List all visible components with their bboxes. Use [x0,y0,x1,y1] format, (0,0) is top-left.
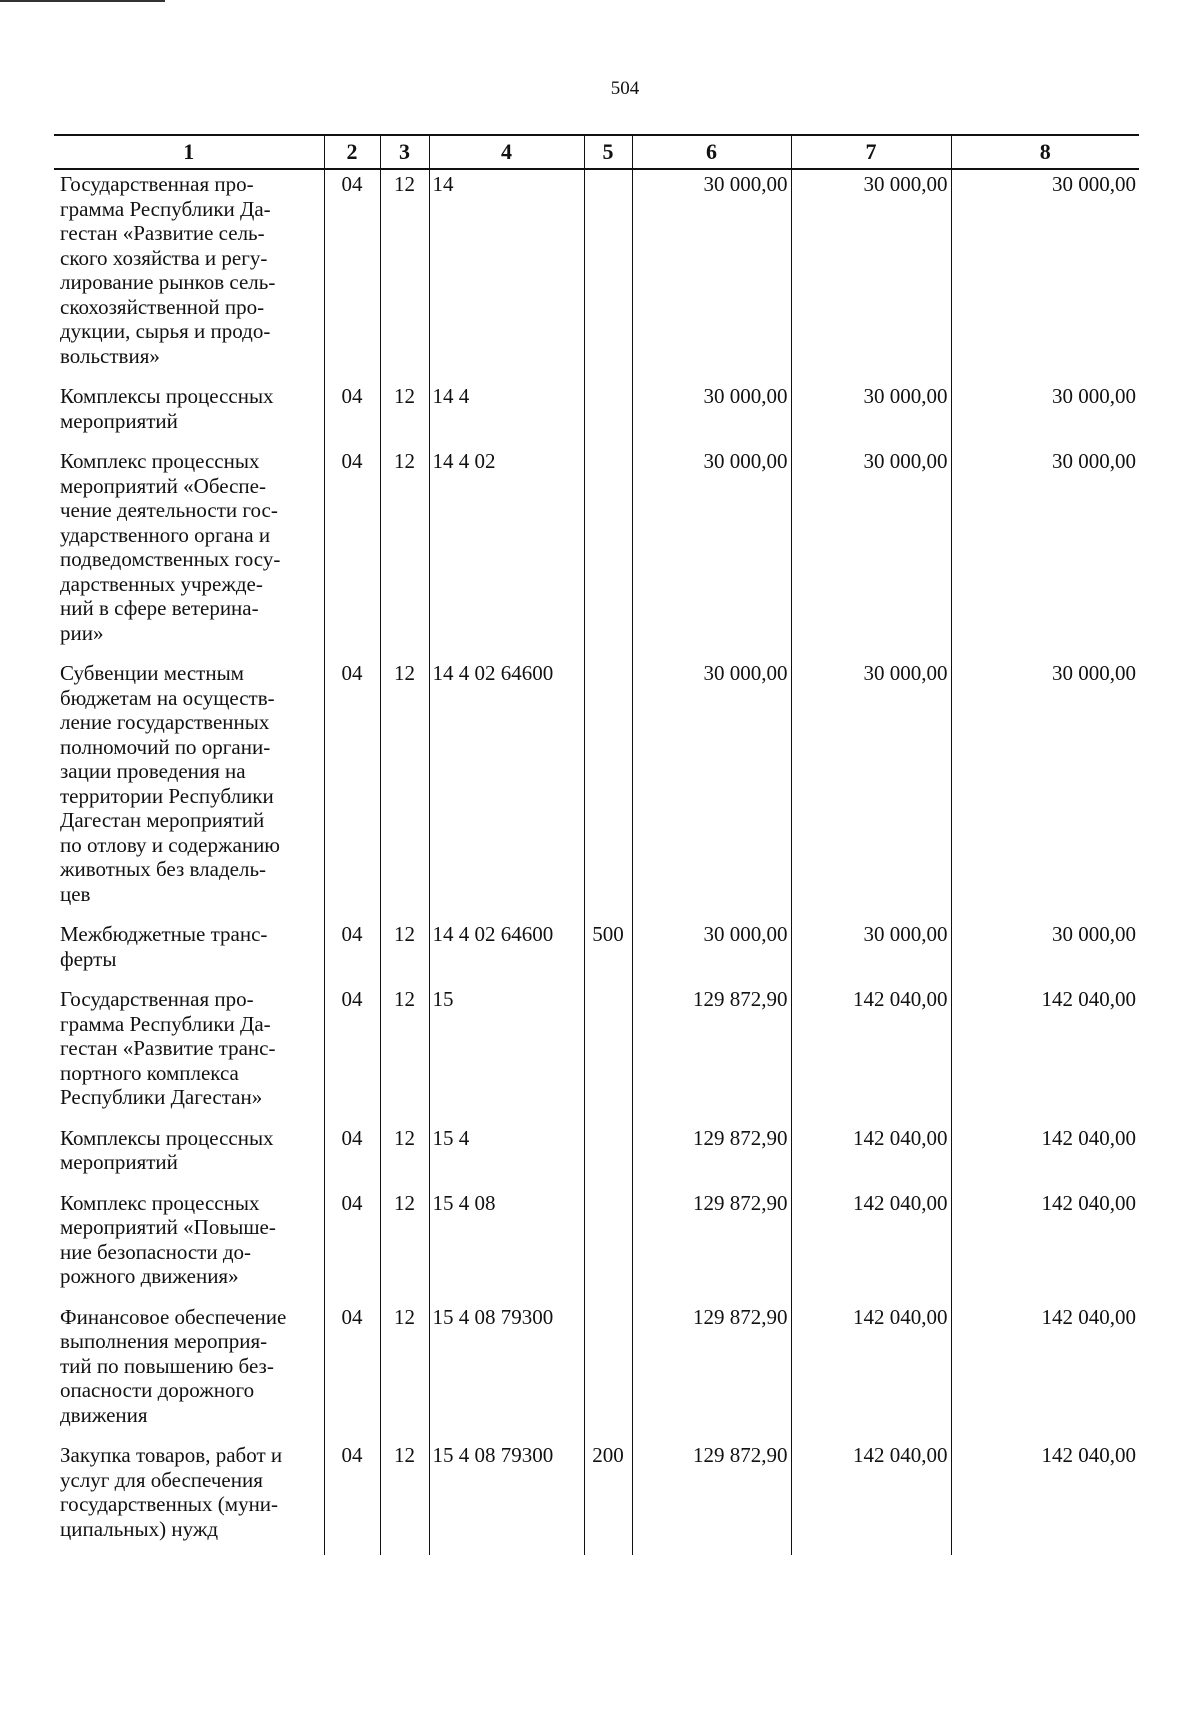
table-row [54,447,1139,659]
item-name-line: мероприятий [60,408,178,433]
amount-col6-cell: 30 000,00 [632,920,791,985]
expense-type-cell [584,447,632,659]
subsection-code-cell: 12 [380,659,429,920]
page-number: 504 [610,78,640,99]
section-code-cell: 04 [324,1124,380,1189]
table-row [54,1124,1139,1189]
column-header-2: 2 [324,135,380,169]
amount-col7-cell: 30 000,00 [791,659,951,920]
expense-type-cell [584,985,632,1124]
item-name-line: скохозяйственной про- [60,294,265,319]
item-name-cell [54,1124,324,1189]
item-name-line: рожного движения» [60,1264,239,1288]
amount-col6-cell: 30 000,00 [632,447,791,659]
amount-col8-cell: 142 040,00 [951,1189,1139,1303]
amount-col6-cell: 30 000,00 [632,659,791,920]
amount-col6-cell: 129 872,90 [632,985,791,1124]
table-row [54,169,1139,382]
item-name-cell [54,1303,324,1442]
item-name-line: дарственных учрежде- [60,571,263,596]
item-name-cell [54,1441,324,1555]
target-article-cell: 15 4 08 79300 [429,1303,584,1442]
table-row [54,659,1139,920]
item-name-line: по отлову и содержанию [60,832,280,857]
item-name-line: полномочий по органи- [60,734,271,759]
item-name-line: Комплексы процессных [60,1125,274,1150]
subsection-code-cell: 12 [380,1189,429,1303]
item-name-line: Государственная про- [60,987,254,1011]
table-row [54,920,1139,985]
target-article-cell: 15 4 08 [429,1189,584,1303]
target-article-cell: 14 4 02 [429,447,584,659]
target-article-cell: 14 [429,169,584,382]
amount-col7-cell: 142 040,00 [791,985,951,1124]
item-name-cell [54,169,324,382]
column-header-5: 5 [584,135,632,169]
section-code-cell: 04 [324,659,380,920]
target-article-cell: 14 4 02 64600 [429,659,584,920]
item-name-line: движения [60,1402,148,1427]
subsection-code-cell: 12 [380,1124,429,1189]
amount-col6-cell: 129 872,90 [632,1441,791,1555]
section-code-cell: 04 [324,985,380,1124]
subsection-code-cell: 12 [380,447,429,659]
amount-col8-cell: 30 000,00 [951,659,1139,920]
item-name-line: Комплекс процессных [60,449,260,473]
item-name-line: ферты [60,946,117,971]
item-name-line: Республики Дагестан» [60,1085,263,1109]
table-row [54,1441,1139,1555]
subsection-code-cell: 12 [380,1303,429,1442]
amount-col8-cell: 30 000,00 [951,920,1139,985]
item-name-line: грамма Республики Да- [60,196,271,221]
amount-col6-cell: 30 000,00 [632,169,791,382]
section-code-cell: 04 [324,1441,380,1555]
item-name-line: государственных (муни- [60,1492,279,1516]
section-code-cell: 04 [324,920,380,985]
item-name-line: тий по повышению без- [60,1353,274,1378]
item-name-line: Комплекс процессных [60,1190,260,1215]
item-name-line: животных без владель- [60,857,267,881]
item-name-line: Комплексы процессных [60,384,274,408]
amount-col8-cell: 30 000,00 [951,169,1139,382]
target-article-cell: 15 4 [429,1124,584,1189]
item-name-cell [54,447,324,659]
amount-col6-cell: 129 872,90 [632,1189,791,1303]
item-name-line: мероприятий «Повыше- [60,1215,276,1239]
column-header-6: 6 [632,135,791,169]
amount-col8-cell: 142 040,00 [951,985,1139,1124]
item-name-line: ление государственных [60,710,270,734]
subsection-code-cell: 12 [380,169,429,382]
amount-col6-cell: 129 872,90 [632,1303,791,1442]
item-name-line: портного комплекса [60,1060,239,1085]
table-row [54,985,1139,1124]
table-body [54,169,1139,1555]
amount-col7-cell: 30 000,00 [791,169,951,382]
column-header-4: 4 [429,135,584,169]
section-code-cell: 04 [324,382,380,447]
column-header-1: 1 [54,135,324,169]
item-name-line: ципальных) нужд [60,1516,219,1541]
item-name-line: ний в сфере ветерина- [60,596,259,620]
item-name-line: Межбюджетные транс- [60,922,268,946]
column-header-7: 7 [791,135,951,169]
amount-col7-cell: 142 040,00 [791,1441,951,1555]
amount-col7-cell: 142 040,00 [791,1189,951,1303]
target-article-cell: 15 [429,985,584,1124]
item-name-line: чение деятельности гос- [60,498,278,522]
section-code-cell: 04 [324,169,380,382]
item-name-line: цев [60,881,91,906]
expense-type-cell [584,1189,632,1303]
item-name-line: подведомственных госу- [60,547,281,571]
expense-type-cell: 500 [584,920,632,985]
item-name-line: мероприятий [60,1150,178,1174]
amount-col8-cell: 142 040,00 [951,1441,1139,1555]
item-name-line: грамма Республики Да- [60,1011,271,1036]
expense-type-cell [584,1303,632,1442]
item-name-line: рии» [60,620,104,645]
amount-col8-cell: 30 000,00 [951,447,1139,659]
item-name-line: ского хозяйства и регу- [60,245,268,270]
item-name-line: Дагестан мероприятий [60,808,265,832]
amount-col7-cell: 30 000,00 [791,447,951,659]
amount-col8-cell: 30 000,00 [951,382,1139,447]
item-name-line: зации проведения на [60,759,246,783]
target-article-cell: 15 4 08 79300 [429,1441,584,1555]
amount-col6-cell: 129 872,90 [632,1124,791,1189]
table-row [54,382,1139,447]
item-name-line: гестан «Развитие транс- [60,1036,276,1060]
item-name-line: Финансовое обеспечение [60,1304,287,1329]
target-article-cell: 14 4 [429,382,584,447]
amount-col7-cell: 142 040,00 [791,1303,951,1442]
item-name-line: выполнения мероприя- [60,1329,268,1353]
column-header-8: 8 [951,135,1139,169]
item-name-cell [54,920,324,985]
item-name-line: ние безопасности до- [60,1239,252,1264]
expense-type-cell [584,1124,632,1189]
item-name-cell [54,659,324,920]
amount-col8-cell: 142 040,00 [951,1124,1139,1189]
table-header-row [54,135,1139,169]
table-row [54,1189,1139,1303]
item-name-line: услуг для обеспечения [60,1467,263,1492]
amount-col6-cell: 30 000,00 [632,382,791,447]
expense-type-cell: 200 [584,1441,632,1555]
subsection-code-cell: 12 [380,985,429,1124]
item-name-cell [54,382,324,447]
subsection-code-cell: 12 [380,1441,429,1555]
section-code-cell: 04 [324,1303,380,1442]
section-code-cell: 04 [324,1189,380,1303]
table-row [54,1303,1139,1442]
target-article-cell: 14 4 02 64600 [429,920,584,985]
item-name-line: территории Республики [60,783,274,808]
expense-type-cell [584,382,632,447]
subsection-code-cell: 12 [380,920,429,985]
budget-table [54,134,1139,1555]
amount-col7-cell: 30 000,00 [791,920,951,985]
item-name-line: Закупка товаров, работ и [60,1443,283,1467]
section-code-cell: 04 [324,447,380,659]
item-name-line: ударственного органа и [60,522,271,547]
item-name-line: вольствия» [60,343,160,368]
amount-col7-cell: 142 040,00 [791,1124,951,1189]
expense-type-cell [584,169,632,382]
item-name-line: Государственная про- [60,172,254,196]
subsection-code-cell: 12 [380,382,429,447]
item-name-line: лирование рынков сель- [60,270,276,294]
amount-col8-cell: 142 040,00 [951,1303,1139,1442]
item-name-line: гестан «Развитие сель- [60,221,265,245]
column-header-3: 3 [380,135,429,169]
item-name-cell [54,1189,324,1303]
item-name-line: Субвенции местным [60,661,244,685]
scan-edge-mark [0,0,165,2]
item-name-cell [54,985,324,1124]
amount-col7-cell: 30 000,00 [791,382,951,447]
item-name-line: мероприятий «Обеспе- [60,473,266,498]
item-name-line: дукции, сырья и продо- [60,319,271,343]
expense-type-cell [584,659,632,920]
item-name-line: бюджетам на осуществ- [60,685,275,710]
item-name-line: опасности дорожного [60,1378,255,1402]
